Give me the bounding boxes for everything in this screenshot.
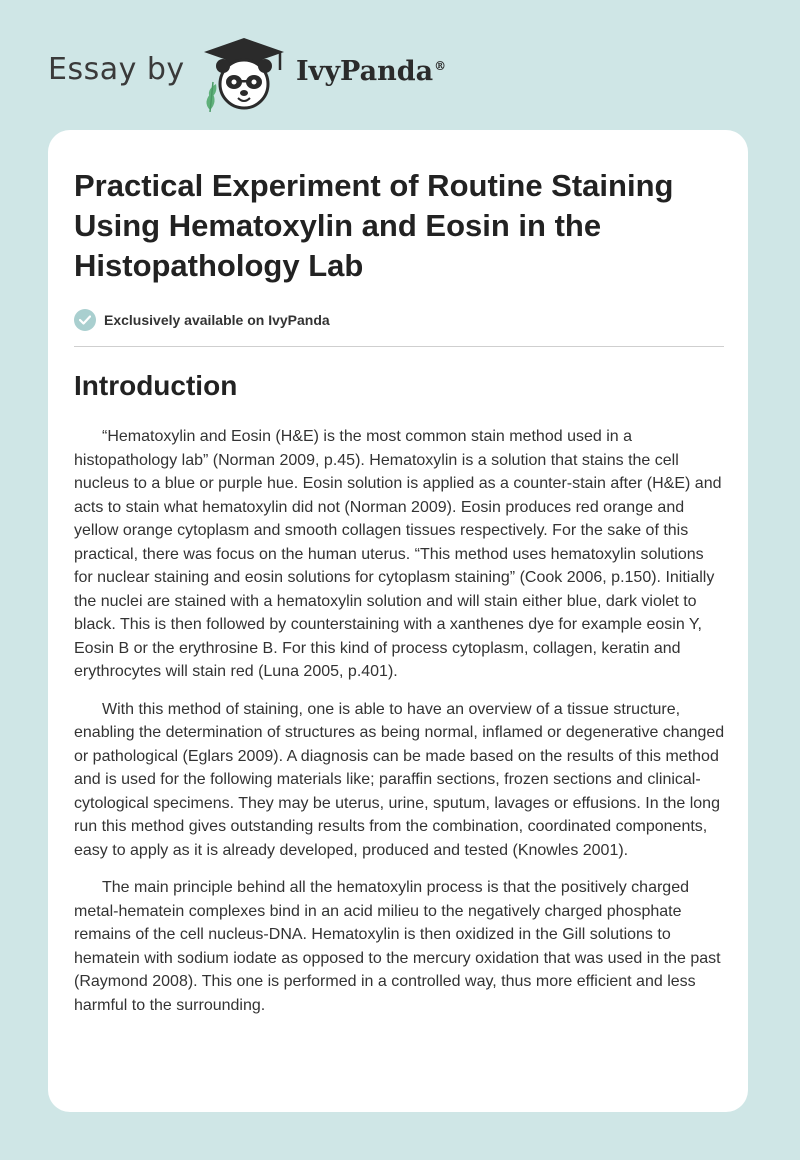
paragraph: With this method of staining, one is able to have an overview of a tissue structure, enabling the determination of structures as being normal, inflamed or degenerative changed or pathological (Eglars 2009). A diagnosis can be made based on the results of this method and is used for the following materials like; paraffin sections, frozen sections and clinical- cytological specimens. They may be uterus, urine, sputum, lavages or effusions. In the long run this method gives outstanding results from the combination, coordinated components, easy to apply as it is already developed, produced and tested (Knowles 2001). — [74, 700, 725, 859]
paragraph: “Hematoxylin and Eosin (H&E) is the most common stain method used in a histopathology lab” (Norman 2009, p.45). Hematoxylin is a solution that stains the cell nucleus to a blue or purple hue. Eosin solution is applied as a counter-stain after (H&E) and acts to stain what hematoxylin did not (Norman 2009). Eosin produces red orange and yellow orange cytoplasm and smooth collagen tissues respectively. For the sake of this practical, there was focus on the human uterus. “This method uses hematoxylin solutions for nuclear staining and eosin solutions for cytoplasm staining” (Cook 2006, p.150). Initially the nuclei are stained with a hematoxylin solution and will stain either blue, dark violet to black. This is then followed by counterstaining with a xanthenes dye for example eosin Y, Eosin B or the erythrosine B. For this kind of process cytoplasm, collagen, keratin and erythrocytes will stain red (Luna 2005, p.401). — [74, 428, 722, 680]
divider — [74, 346, 724, 347]
registered-mark: ® — [434, 59, 447, 73]
essay-by-label: Essay by — [48, 52, 185, 87]
paragraph: The main principle behind all the hematoxylin process is that the positively charged metal-hematein complexes bind in an acid milieu to the negatively charged phosphate remains of the cell nucleus-DNA. Hematoxylin is then oxidized in the Gill solutions to hematein with sodium iodate as opposed to the mercury oxidation that was used in the past (Raymond 2008). This one is performed in a controlled way, thus more efficient and less harmful to the surrounding. — [74, 879, 721, 1014]
site-header — [0, 0, 800, 130]
article-card — [48, 130, 748, 1112]
exclusive-badge — [74, 308, 722, 332]
brand-name[interactable] — [296, 56, 446, 87]
page-title: Practical Experiment of Routine Staining Using Hematoxylin and Eosin in the Histopathology Lab — [74, 168, 674, 283]
section-heading: Introduction — [74, 370, 238, 401]
article-body — [74, 425, 725, 1017]
panda-graduate-icon[interactable] — [196, 34, 292, 112]
brand-text: IvyPanda — [296, 56, 434, 87]
check-icon — [74, 309, 96, 331]
exclusive-text: Exclusively available on IvyPanda — [104, 312, 330, 328]
